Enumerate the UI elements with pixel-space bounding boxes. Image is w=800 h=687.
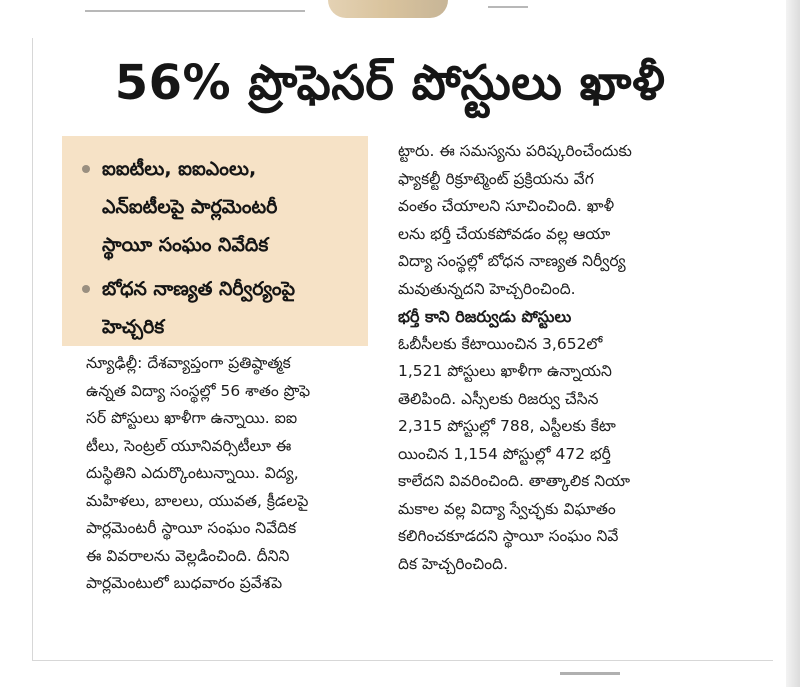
body-line: ఫ్యాకల్టీ రిక్రూట్మెంట్ ప్రక్రియను వేగ (398, 169, 594, 188)
highlight-item (82, 150, 360, 264)
cropped-photo-fragment (328, 0, 448, 18)
body-line: ట్టారు. ఈ సమస్యను పరిష్కరించేందుకు (398, 142, 632, 160)
body-line: సర్ పోస్టులు ఖాళీగా ఉన్నాయి. ఐఐ (86, 409, 298, 427)
bullet-icon (82, 165, 90, 173)
body-line: 1,521 పోస్టులు ఖాళీగా ఉన్నాయని (398, 362, 612, 380)
body-line: మకాల వల్ల విద్యా స్వేచ్ఛకు విఘాతం (398, 499, 616, 518)
body-line: న్యూఢిల్లీ: దేశవ్యాప్తంగా ప్రతిష్ఠాత్మక (86, 354, 291, 372)
subheading: భర్తీ కాని రిజర్వుడు పోస్టులు (398, 307, 572, 326)
left-column (86, 350, 370, 598)
body-line: పార్లమెంటరీ స్థాయీ సంఘం నివేదిక (86, 519, 297, 537)
page-edge-shadow (786, 0, 800, 687)
body-line: కలిగించకూడదని స్థాయీ సంఘం నివే (398, 527, 619, 545)
body-line: ఈ వివరాలను వెల్లడించింది. దీనిని (86, 546, 290, 565)
body-line: మవుతున్నదని హెచ్చరించింది. (398, 279, 576, 298)
body-line: దుస్థితిని ఎదుర్కొంటున్నాయి. విద్య, (86, 464, 299, 482)
headline: 56% ప్రొఫెసర్ పోస్టులు ఖాళీ (114, 55, 666, 111)
highlight-line: ఎన్ఐటీలపై పార్లమెంటరీ (102, 196, 278, 218)
body-line: తెలిపింది. ఎస్సీలకు రిజర్వు చేసిన (398, 389, 599, 408)
body-line: 2,315 పోస్టుల్లో 788, ఎస్టీలకు కేటా (398, 417, 616, 435)
adjacent-article-fragment (40, 672, 740, 687)
body-line: మహిళలు, బాలలు, యువత, క్రీడలపై (86, 491, 309, 510)
body-line: పార్లమెంటులో బుధవారం ప్రవేశపె (86, 574, 283, 592)
body-line: కాలేదని వివరించింది. తాత్కాలిక నియా (398, 472, 630, 490)
highlight-line: ఐఐటీలు, ఐఐఎంలు, (102, 158, 257, 180)
body-line: దిక హెచ్చరించింది. (398, 554, 509, 573)
cropped-text-fragment (560, 672, 620, 687)
adjacent-article-fragment (0, 0, 800, 42)
body-line: యించిన 1,154 పోస్టుల్లో 472 భర్తీ (398, 444, 611, 463)
highlight-line: స్థాయీ సంఘం నివేదిక (102, 234, 269, 256)
body-line: విద్యా సంస్థల్లో బోధన నాణ్యత నిర్వీర్య (398, 252, 626, 270)
body-line: ఓబీసీలకు కేటాయించిన 3,652లో (398, 334, 603, 353)
highlight-line: బోధన నాణ్యత నిర్వీర్యంపై (102, 278, 295, 300)
body-line: వంతం చేయాలని సూచించింది. ఖాళీ (398, 197, 615, 215)
body-line: టీలు, సెంట్రల్ యూనివర్సిటీలూ ఈ (86, 436, 292, 455)
right-column (398, 138, 716, 578)
bullet-icon (82, 285, 90, 293)
body-line: లను భర్తీ చేయకపోవడం వల్ల ఆయా (398, 224, 611, 243)
cropped-text-fragment (488, 0, 528, 8)
highlights-box (62, 136, 368, 346)
body-line: ఉన్నత విద్యా సంస్థల్లో 56 శాతం ప్రొఫె (86, 381, 311, 400)
cropped-text-fragment (85, 0, 305, 12)
highlight-line: హెచ్చరిక (102, 316, 165, 338)
highlight-item (82, 270, 360, 346)
